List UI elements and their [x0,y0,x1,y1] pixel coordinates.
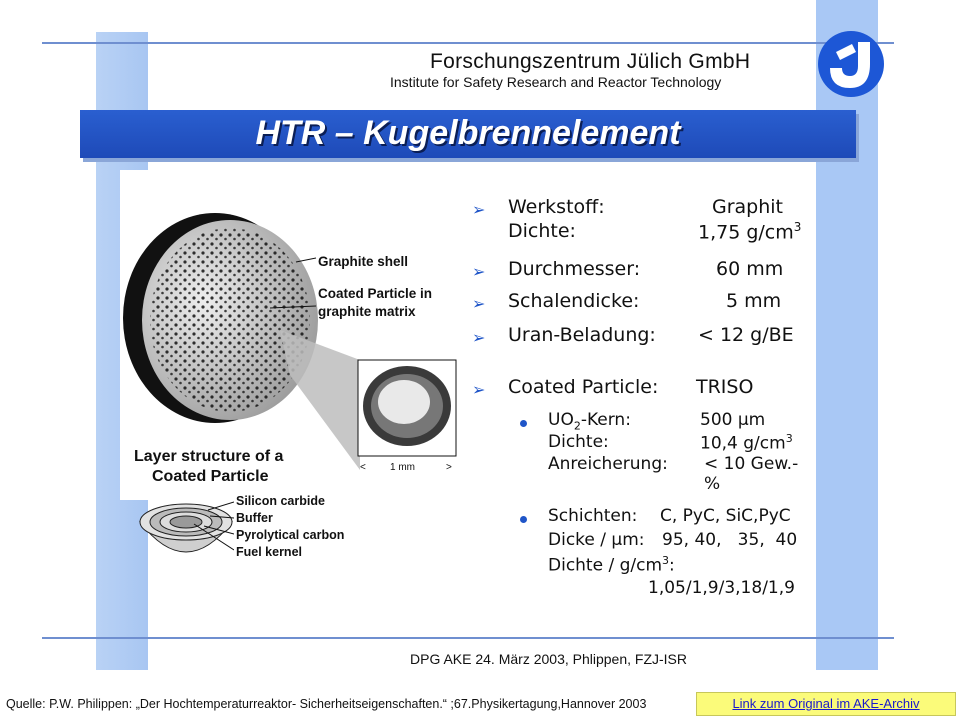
graphite-matrix-label: graphite matrix [318,304,416,319]
kern-dichte-label: Dichte: [548,432,609,452]
schicht-dichte-value: 1,05/1,9/3,18/1,9 [648,578,795,598]
schalendicke-value: 5 mm [726,290,782,312]
scale-label: 1 mm [390,462,415,473]
arrow-bullet-icon: ➢ [472,328,486,347]
schichten-label: Schichten: [548,506,638,526]
particle-cross-section-illustration [138,500,234,570]
layer-label-buffer: Buffer [236,511,273,525]
werkstoff-label: Werkstoff: [508,196,605,218]
anreicherung-label: Anreicherung: [548,454,668,474]
institution-name: Forschungszentrum Jülich GmbH [430,50,751,73]
uo2-kern-label: $UO_2$-Kern: [548,410,631,433]
uran-label: Uran-Beladung: [508,324,656,346]
layer-label-pyrolytical-carbon: Pyrolytical carbon [236,528,345,542]
arrow-bullet-icon: ➢ [472,262,486,281]
arrow-bullet-icon: ➢ [472,200,486,219]
source-citation: Quelle: P.W. Philippen: „Der Hochtemperaturreaktor- Sicherheitseigenschaften.“ ;67.Physikertagung,Hannover 2003 [6,697,647,711]
kern-dichte-value: 10,4 $g/cm^3$ [700,432,793,454]
layer-structure-title-2: Coated Particle [152,468,269,485]
dichte-label: Dichte: [508,220,576,242]
dot-bullet-icon [520,516,527,523]
fuel-sphere-illustration [120,170,460,470]
durchmesser-value: 60 mm [716,258,784,280]
dicke-value: 95, 40, 35, 40 [662,530,798,550]
top-rule [42,42,894,44]
title-bar [80,110,856,158]
dicke-label: Dicke / μm: [548,530,645,550]
schicht-dichte-label: Dichte / $g/cm^3$: [548,554,675,576]
fzj-logo-icon [816,28,886,100]
uo2-kern-value: 500 μm [700,410,766,430]
properties-list [470,194,810,614]
graphite-shell-label: Graphite shell [318,254,409,269]
slide-title: HTR – Kugelbrennelement [255,114,681,152]
layer-label-fuel-kernel: Fuel kernel [236,545,302,559]
arrow-bullet-icon: ➢ [472,294,486,313]
layer-structure-title-1: Layer structure of a [134,448,284,465]
event-footer: DPG AKE 24. März 2003, Phlippen, FZJ-ISR [410,651,688,667]
uran-value: < 12 g/BE [698,324,794,346]
dichte-value: 1,75 $g/cm^3$ [698,220,802,244]
schichten-value: C, PyC, SiC,PyC [660,506,791,526]
ake-archive-link[interactable]: Link zum Original im AKE-Archiv [696,692,956,716]
werkstoff-value: Graphit [712,196,784,218]
durchmesser-label: Durchmesser: [508,258,641,280]
institute-name: Institute for Safety Research and Reactor Technology [390,74,722,90]
scale-right-mark: > [446,462,452,473]
dot-bullet-icon [520,420,527,427]
coated-particle-label: Coated Particle in [318,286,433,301]
scale-left-mark: < [360,462,366,473]
right-decor-column [816,0,878,670]
coated-particle-label: Coated Particle: [508,376,659,398]
layer-label-silicon-carbide: Silicon carbide [236,494,325,508]
arrow-bullet-icon: ➢ [472,380,486,399]
anreicherung-value: < 10 Gew.-% [704,454,799,494]
bottom-rule [42,637,894,639]
coated-particle-value: TRISO [696,376,754,398]
schalendicke-label: Schalendicke: [508,290,640,312]
